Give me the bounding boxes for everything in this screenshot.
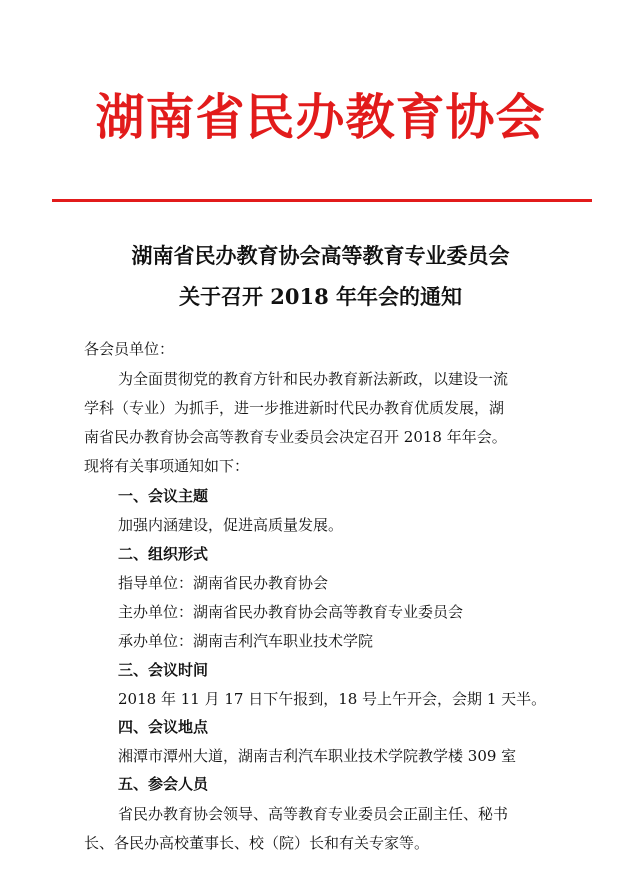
section-venue-heading: 四、会议地点 xyxy=(118,718,209,736)
guide-unit: 指导单位：湖南省民办教育协会 xyxy=(118,574,329,592)
document-title-line-1: 湖南省民办教育协会高等教育专业委员会 xyxy=(131,243,510,268)
document-title-line-2: 关于召开 2018 年年会的通知 xyxy=(178,284,463,309)
intro-line-1: 为全面贯彻党的教育方针和民办教育新法新政，以建设一流 xyxy=(118,370,509,388)
host-unit: 主办单位：湖南省民办教育协会高等教育专业委员会 xyxy=(118,603,464,621)
intro-line-4: 现将有关事项通知如下： xyxy=(84,457,250,475)
organizer-unit: 承办单位：湖南吉利汽车职业技术学院 xyxy=(118,632,374,650)
letterhead-divider xyxy=(52,199,592,202)
section-participants-heading: 五、参会人员 xyxy=(118,775,209,793)
participants-line-2: 长、各民办高校董事长、校（院）长和有关专家等。 xyxy=(84,834,430,852)
participants-line-1: 省民办教育协会领导、高等教育专业委员会正副主任、秘书 xyxy=(118,805,509,823)
section-theme-heading: 一、会议主题 xyxy=(118,487,209,505)
letterhead-title: 湖南省民办教育协会 xyxy=(95,88,546,146)
intro-line-3: 南省民办教育协会高等教育专业委员会决定召开 2018 年年会。 xyxy=(84,428,507,446)
section-format-heading: 二、组织形式 xyxy=(118,545,209,563)
section-theme-text: 加强内涵建设，促进高质量发展。 xyxy=(118,516,344,534)
section-time-heading: 三、会议时间 xyxy=(118,661,209,679)
section-time-text: 2018 年 11 月 17 日下午报到，18 号上午开会，会期 1 天半。 xyxy=(118,690,547,708)
salutation: 各会员单位： xyxy=(84,340,175,358)
section-venue-text: 湘潭市潭州大道，湖南吉利汽车职业技术学院教学楼 309 室 xyxy=(118,747,517,765)
intro-line-2: 学科（专业）为抓手，进一步推进新时代民办教育优质发展，湖 xyxy=(84,399,505,417)
